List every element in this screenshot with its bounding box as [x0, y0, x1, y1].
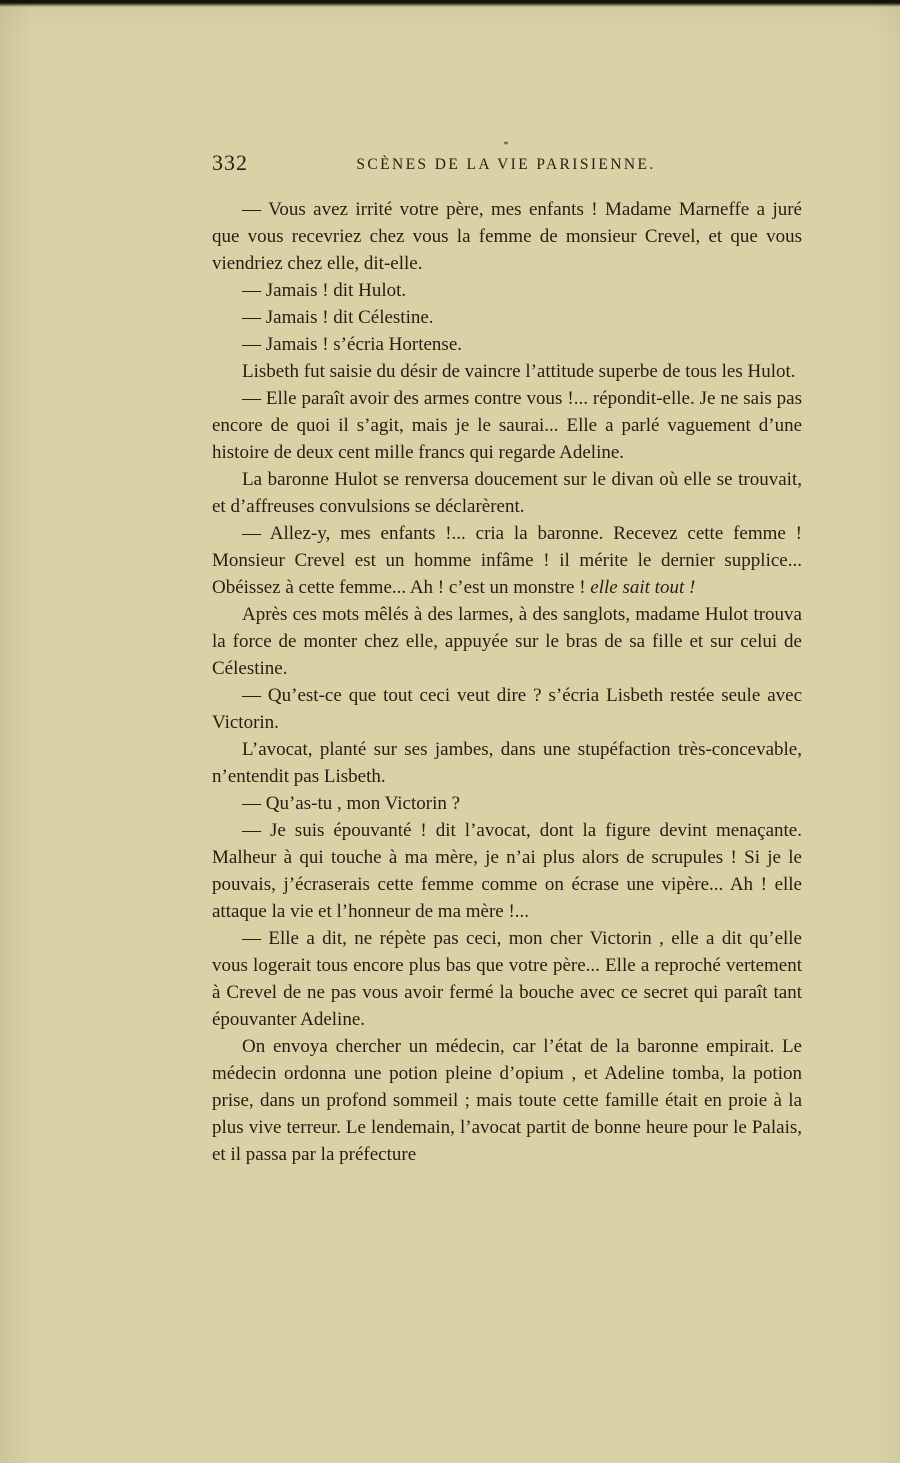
- paragraph: [212, 331, 802, 358]
- paragraph-segment: La baronne Hulot se renversa doucement sur le divan où elle se trouvait, et d’affreuses convulsions se déclarèrent.: [212, 469, 802, 517]
- paragraph-segment: Après ces mots mêlés à des larmes, à des sanglots, madame Hulot trouva la force de monter chez elle, appuyée sur le bras de sa fille et sur celui de Célestine.: [212, 604, 802, 679]
- paragraph-segment: — Allez-y, mes enfants !... cria la baronne. Recevez cette femme ! Monsieur Crevel est un homme infâme ! il mérite le dernier supplice... Obéissez à cette femme... Ah ! c’est un monstre !: [212, 523, 802, 598]
- paragraph: [212, 466, 802, 520]
- paragraph-segment: Lisbeth fut saisie du désir de vaincre l’attitude superbe de tous les Hulot.: [242, 361, 796, 382]
- page-number: 332: [212, 150, 248, 175]
- paragraph-segment: — Vous avez irrité votre père, mes enfants ! Madame Marneffe a juré que vous recevriez chez vous la femme de monsieur Crevel, et que vous viendriez chez elle, dit-elle.: [212, 199, 802, 274]
- paragraph-segment: — Jamais ! dit Hulot.: [242, 280, 407, 301]
- paragraph: [212, 304, 802, 331]
- running-title: SCÈNES DE LA VIE PARISIENNE.: [356, 156, 656, 173]
- paragraph-segment: — Elle paraît avoir des armes contre vous !... répondit-elle. Je ne sais pas encore de quoi il s’agit, mais je le saurai... Elle a parlé vaguement d’une histoire de deux cent mille francs qui regarde Adeline.: [212, 388, 802, 463]
- paragraph: [212, 736, 802, 790]
- paragraph-segment: — Jamais ! s’écria Hortense.: [242, 334, 463, 355]
- paragraph: [212, 277, 802, 304]
- paragraph-segment-italic: elle sait tout !: [590, 577, 696, 598]
- printers-mark: *: [503, 140, 509, 151]
- paragraph: [212, 601, 802, 682]
- paragraph: [212, 925, 802, 1033]
- paragraph: [212, 790, 802, 817]
- scan-edge: [0, 0, 900, 7]
- paragraph: [212, 682, 802, 736]
- paragraph: [212, 385, 802, 466]
- paragraph-segment: On envoya chercher un médecin, car l’état de la baronne empirait. Le médecin ordonna une potion pleine d’opium , et Adeline tomba, la potion prise, dans un profond sommeil ; mais toute cette famille était en proie à la plus vive terreur. Le lendemain, l’avocat partit de bonne heure pour le Palais, et il passa par la préfecture: [212, 1036, 802, 1165]
- paragraph-segment: — Jamais ! dit Célestine.: [242, 307, 434, 328]
- text-block: [212, 196, 802, 1168]
- paragraph: [212, 520, 802, 601]
- paragraph: [212, 1033, 802, 1168]
- paragraph: [212, 817, 802, 925]
- paragraph: [212, 196, 802, 277]
- paragraph-segment: L’avocat, planté sur ses jambes, dans une stupéfaction très-concevable, n’entendit pas Lisbeth.: [212, 739, 802, 787]
- paragraph-segment: — Je suis épouvanté ! dit l’avocat, dont la figure devint menaçante. Malheur à qui touche à ma mère, je n’ai plus alors de scrupules ! Si je le pouvais, j’écraserais cette femme comme on écrase une vipère... Ah ! elle attaque la vie et l’honneur de ma mère !...: [212, 820, 802, 922]
- paragraph: [212, 358, 802, 385]
- paragraph-segment: — Elle a dit, ne répète pas ceci, mon cher Victorin , elle a dit qu’elle vous logerait tous encore plus bas que votre père... Elle a reproché vertement à Crevel de ne pas vous avoir fermé la bouche avec ce secret qui paraît tant épouvanter Adeline.: [212, 928, 802, 1030]
- paragraph-segment: — Qu’est-ce que tout ceci veut dire ? s’écria Lisbeth restée seule avec Victorin.: [212, 685, 802, 733]
- paragraph-segment: — Qu’as-tu , mon Victorin ?: [242, 793, 461, 814]
- page-header: [212, 151, 800, 181]
